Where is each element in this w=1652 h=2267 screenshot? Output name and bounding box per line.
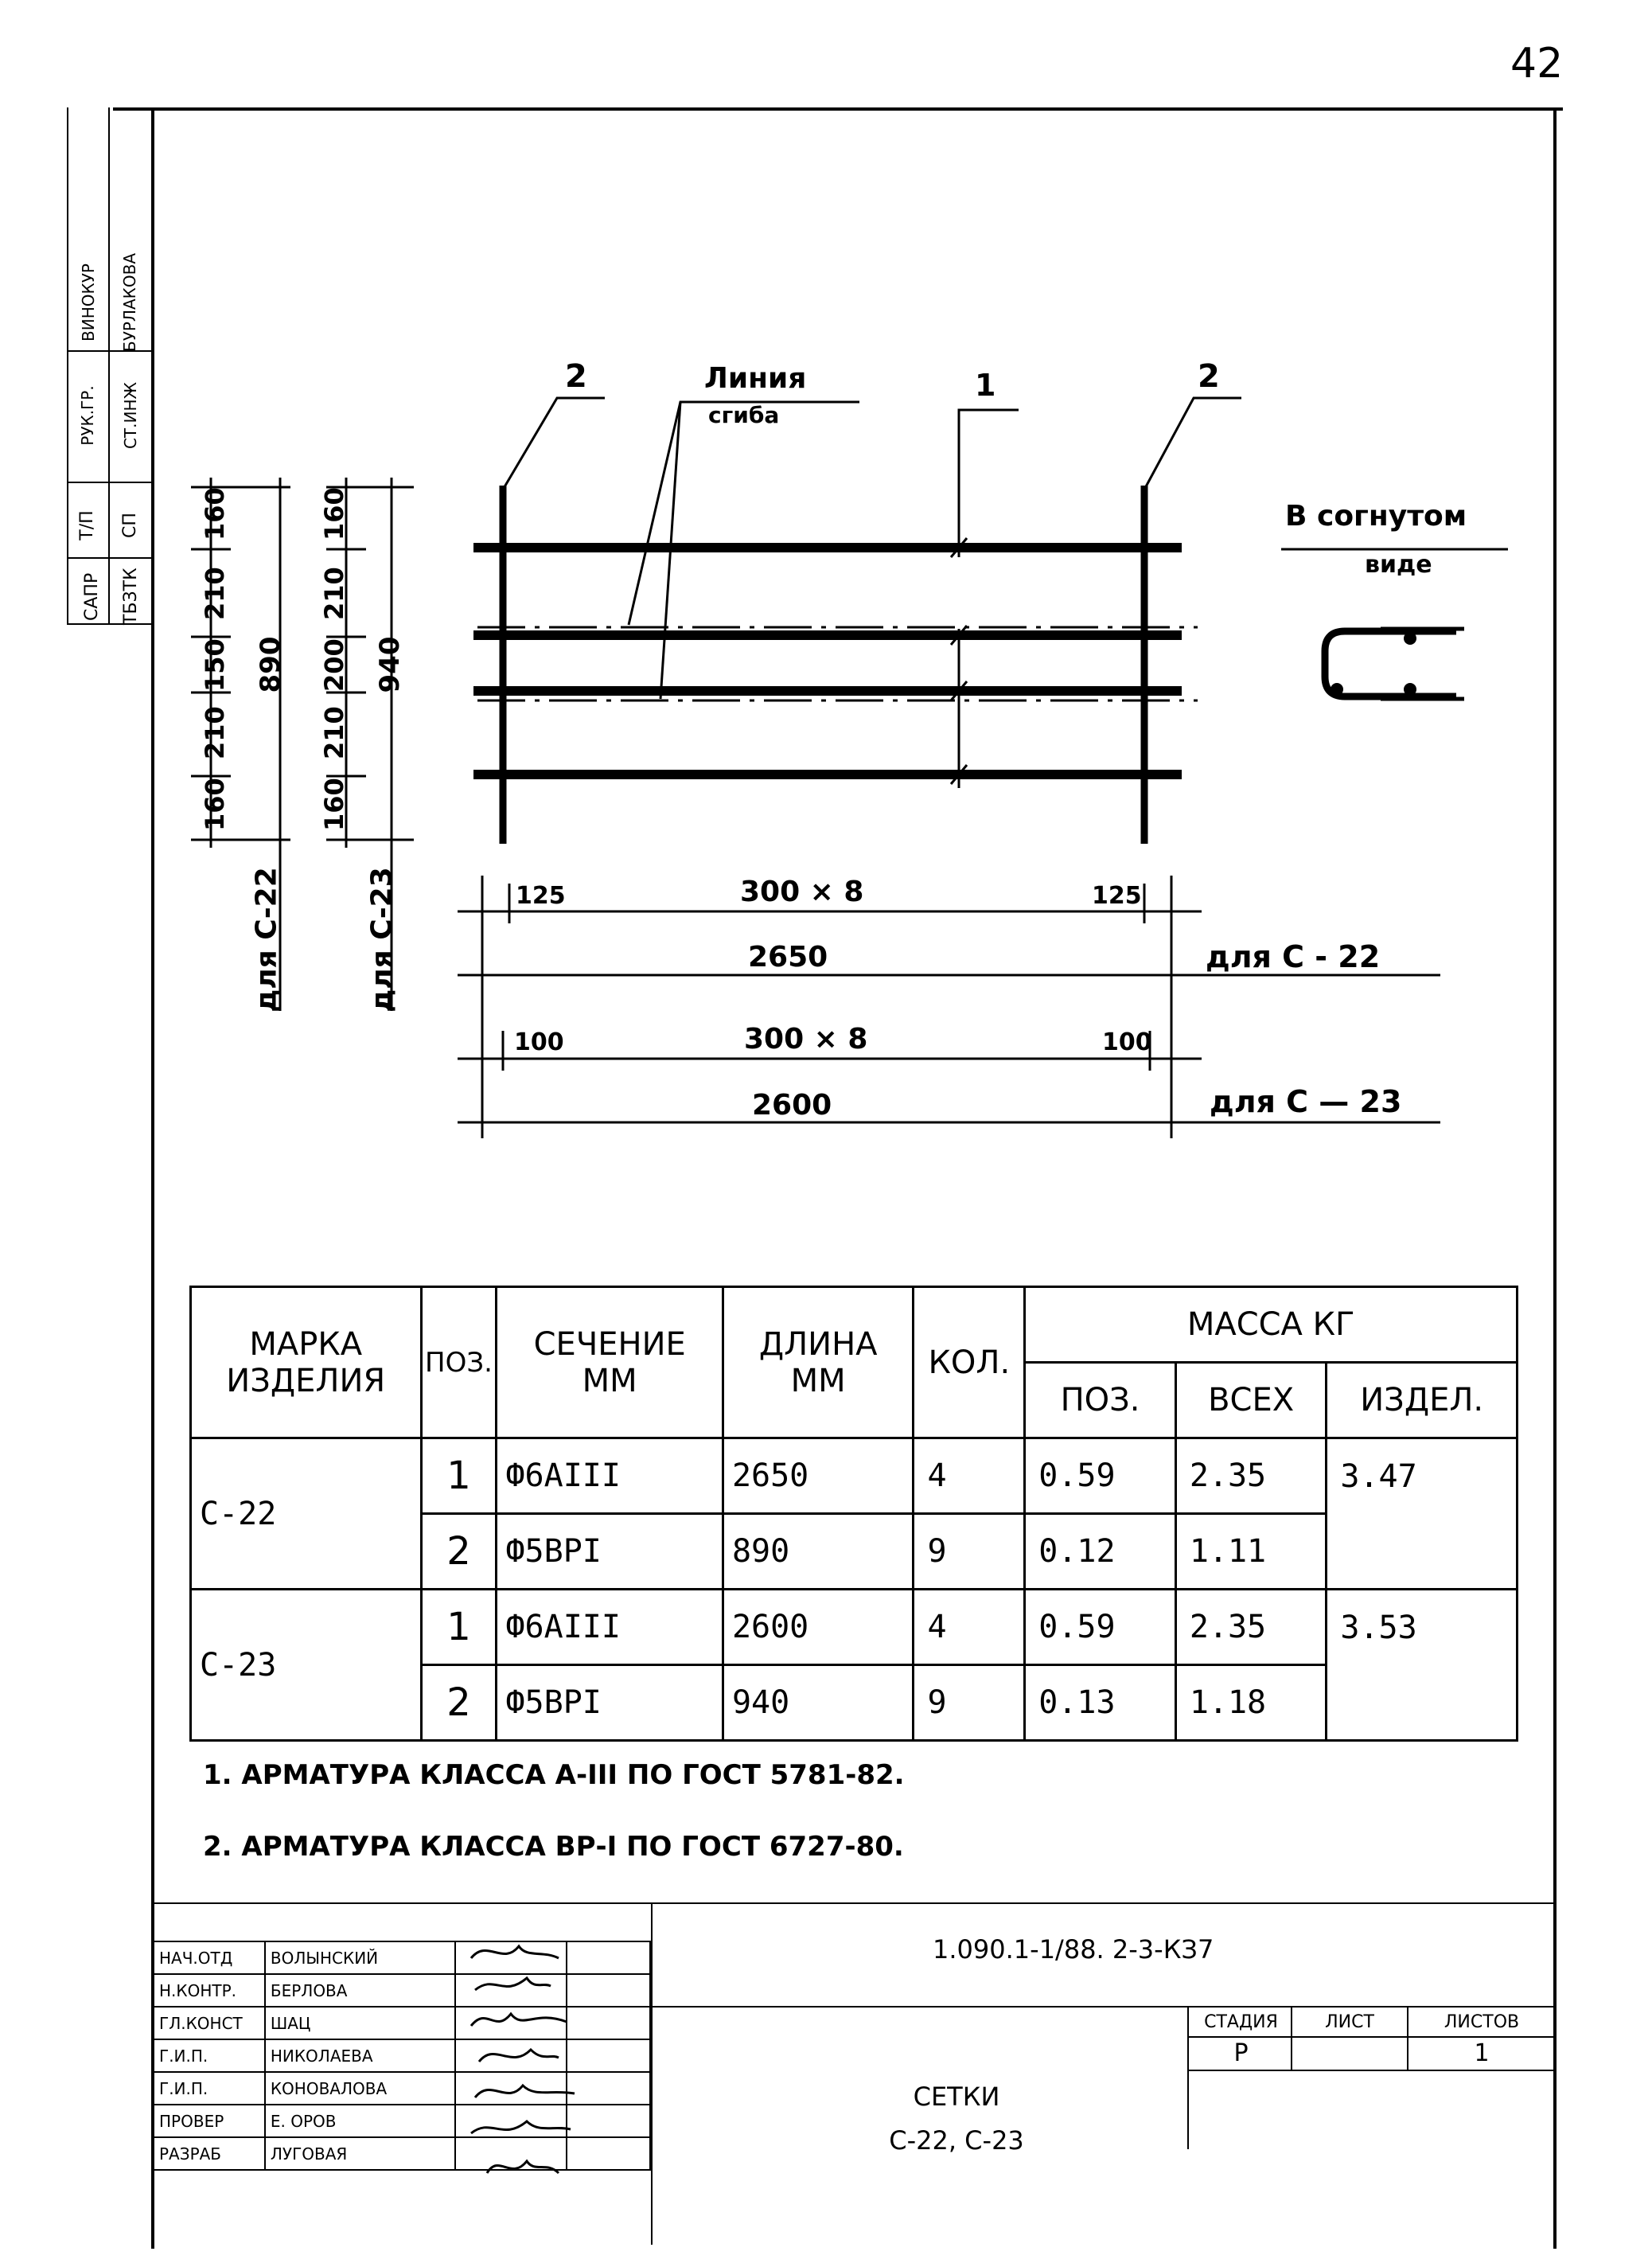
label-h-c23: для С — 23 [1210,1084,1402,1119]
dim-h-c22-left: 125 [516,882,566,910]
label-c22-vertical: для С-22 [250,867,283,1013]
dim-h-c23-right: 100 [1102,1028,1152,1056]
cell-section: Ф5ВРI [497,1665,723,1741]
cell-length: 890 [723,1514,914,1590]
label-h-c22: для С - 22 [1206,939,1381,974]
header-mass-pos: ПОЗ. [1025,1363,1176,1438]
cell-mass-all: 2.35 [1175,1590,1327,1665]
list-item: ПРОВЕР Е. ОРОВ [154,2105,650,2137]
list-item: НАЧ.ОТД ВОЛЫНСКИЙ [154,1941,650,1974]
dim-c22-total: 890 [255,636,286,693]
cell-length: 2650 [723,1438,914,1514]
leader-pos2-left [503,398,605,490]
stamp-tp: Т/П [77,510,97,540]
note-2: 2. АРМАТУРА КЛАССА ВР-I ПО ГОСТ 6727-80. [203,1831,904,1863]
sheet-label: ЛИСТ [1325,2012,1374,2032]
header-mass: МАССА КГ [1025,1287,1518,1363]
page-number: 42 [1510,40,1564,88]
dim-h-c22-mid: 300 × 8 [740,876,864,908]
leader-pos1 [959,410,1019,557]
cell-pos: 2 [421,1665,497,1741]
cell-qty: 4 [914,1438,1025,1514]
table-row [191,1438,1518,1514]
stamp-rukgr: РУК.ГР. [78,385,97,446]
cell-section: Ф6АIII [497,1590,723,1665]
cell-mass-item: 3.47 [1327,1438,1518,1590]
dim-c23-3: 210 [319,706,349,759]
header-length: ДЛИНА ММ [723,1287,914,1438]
dim-c22-4: 160 [200,778,230,831]
cell-mass-pos: 0.59 [1025,1590,1176,1665]
dim-c23-1: 210 [319,567,349,620]
stamp-stinzh: СТ.ИНЖ [121,381,140,450]
label-bend-line: Линия [704,362,807,395]
cell-mark: С-23 [191,1590,422,1741]
sheets-value: 1 [1474,2039,1490,2067]
dim-c23-total: 940 [374,636,406,693]
header-mark: МАРКА ИЗДЕЛИЯ [191,1287,422,1438]
header-pos: ПОЗ. [421,1287,497,1438]
title-block [153,1902,1555,2245]
cell-section: Ф6АIII [497,1438,723,1514]
dim-c23-4: 160 [319,778,349,831]
spec-table [189,1286,1518,1742]
dim-c22-1: 210 [200,567,230,620]
label-bent-view: В согнутом [1285,500,1467,533]
table-row [191,1590,1518,1665]
dim-h-c22-total: 2650 [748,941,828,974]
label-pos1: 1 [975,368,996,403]
document-code: 1.090.1-1/88. 2-3-КЗ7 [933,1934,1214,1965]
header-mass-item: ИЗДЕЛ. [1327,1363,1518,1438]
stamp-vinokur: ВИНОКУР [79,263,98,341]
dim-c22-0: 160 [200,487,230,540]
label-pos2-left: 2 [565,358,587,395]
label-c23-vertical: для С-23 [365,867,399,1013]
label-pos2-right: 2 [1198,358,1220,395]
stamp-sp: СП [120,513,140,538]
cell-pos: 1 [421,1590,497,1665]
dim-h-c23-left: 100 [514,1028,564,1056]
list-item: ГЛ.КОНСТ ШАЦ [154,2007,650,2039]
cell-length: 2600 [723,1590,914,1665]
cell-pos: 2 [421,1514,497,1590]
dim-h-c23-total: 2600 [752,1089,832,1122]
stage-value: Р [1233,2039,1249,2067]
signatures [455,1934,590,2229]
leader-pos2-right [1144,398,1241,490]
cell-mass-pos: 0.13 [1025,1665,1176,1741]
document-name-2: С-22, С-23 [889,2125,1024,2156]
note-1: 1. АРМАТУРА КЛАССА А-III ПО ГОСТ 5781-82. [203,1759,905,1791]
cell-length: 940 [723,1665,914,1741]
stamp-burlakova: БУРЛАКОВА [120,252,139,353]
cell-mass-all: 1.11 [1175,1514,1327,1590]
cell-mass-pos: 0.59 [1025,1438,1176,1514]
list-item: РАЗРАБ ЛУГОВАЯ [154,2137,650,2170]
header-qty: КОЛ. [914,1287,1025,1438]
dim-c22-2: 150 [200,638,230,692]
dim-c22-3: 210 [200,706,230,759]
cell-mass-item: 3.53 [1327,1590,1518,1741]
stage-label: СТАДИЯ [1204,2012,1278,2032]
label-bend-line-2: сгиба [708,402,780,428]
list-item: Н.КОНТР. БЕРЛОВА [154,1974,650,2007]
header-section: СЕЧЕНИЕ ММ [497,1287,723,1438]
leader-bend [629,402,859,625]
cell-mark: С-22 [191,1438,422,1590]
label-bent-view-2: виде [1365,551,1432,579]
dim-c23-0: 160 [319,487,349,540]
dim-c23-2: 200 [319,638,349,692]
cell-qty: 4 [914,1590,1025,1665]
cell-qty: 9 [914,1665,1025,1741]
cell-qty: 9 [914,1514,1025,1590]
cell-mass-all: 1.18 [1175,1665,1327,1741]
stamp-tbztk: ТБЗТК [121,568,141,625]
document-name-1: СЕТКИ [913,2082,1000,2112]
stamp-sapr: САПР [82,572,102,621]
dim-h-c23-mid: 300 × 8 [744,1023,868,1055]
cell-section: Ф5ВРI [497,1514,723,1590]
header-mass-all: ВСЕХ [1175,1363,1327,1438]
list-item: Г.И.П. КОНОВАЛОВА [154,2072,650,2105]
cell-mass-pos: 0.12 [1025,1514,1176,1590]
cell-pos: 1 [421,1438,497,1514]
bent-bar-shape [1325,631,1456,696]
sheets-label: ЛИСТОВ [1444,2012,1520,2032]
dim-h-c22-right: 125 [1092,882,1142,910]
list-item: Г.И.П. НИКОЛАЕВА [154,2039,650,2072]
cell-mass-all: 2.35 [1175,1438,1327,1514]
